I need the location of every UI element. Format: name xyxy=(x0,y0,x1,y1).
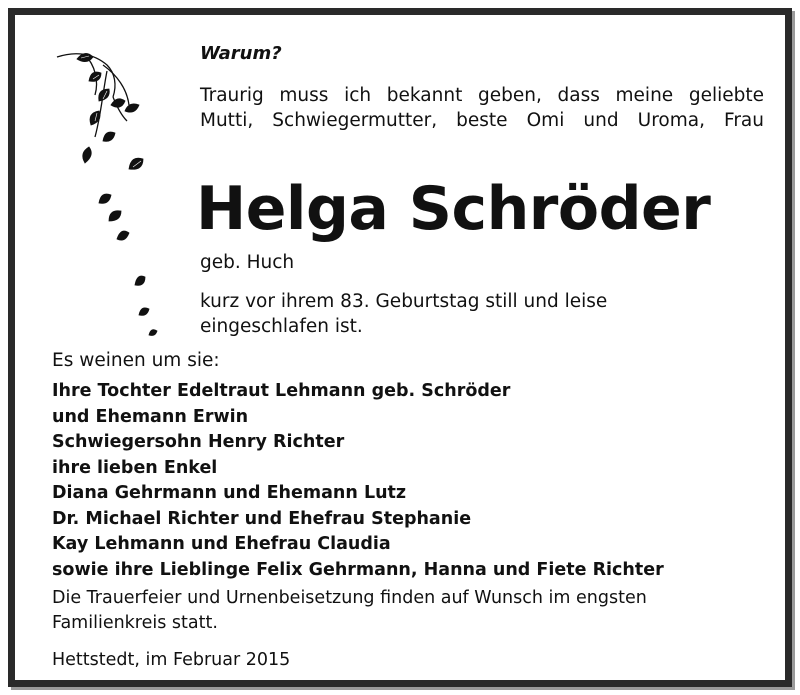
mourner-line: Ihre Tochter Edeltraut Lehmann geb. Schröder xyxy=(52,381,511,401)
mourner-line: Diana Gehrmann und Ehemann Lutz xyxy=(52,483,407,503)
mourner-line: ihre lieben Enkel xyxy=(52,457,218,478)
passing-line: kurz vor ihrem 83. Geburtstag still und leise xyxy=(200,291,608,312)
intro-line: Traurig muss ich bekannt geben, dass meine geliebte xyxy=(200,85,764,106)
mourners-list xyxy=(52,379,664,583)
mourner-line: sowie ihre Lieblinge Felix Gehrmann, Hanna und Fiete Richter xyxy=(52,559,664,580)
mourner-line: und Ehemann Erwin xyxy=(52,406,249,427)
falling-leaves-branch-icon xyxy=(55,45,175,345)
deceased-name: Helga Schröder xyxy=(196,174,711,244)
intro-line: Mutti, Schwiegermutter, beste Omi und Uroma, Frau xyxy=(200,110,764,131)
passing-line: eingeschlafen ist. xyxy=(200,316,363,337)
passing-text xyxy=(200,289,607,339)
mourner-line: Schwiegersohn Henry Richter xyxy=(52,432,345,452)
obituary-frame xyxy=(8,8,792,687)
mourner-line: Kay Lehmann und Ehefrau Claudia xyxy=(52,534,391,554)
place-date: Hettstedt, im Februar 2015 xyxy=(52,650,291,670)
funeral-info xyxy=(52,586,647,636)
intro-text xyxy=(200,83,764,133)
funeral-line: Die Trauerfeier und Urnenbeisetzung finden auf Wunsch im engsten xyxy=(52,588,647,608)
funeral-line: Familienkreis statt. xyxy=(52,613,218,633)
heading-why: Warum? xyxy=(200,43,282,64)
mourners-intro: Es weinen um sie: xyxy=(52,350,220,371)
birth-name: geb. Huch xyxy=(200,252,295,273)
mourner-line: Dr. Michael Richter und Ehefrau Stephanie xyxy=(52,508,472,529)
